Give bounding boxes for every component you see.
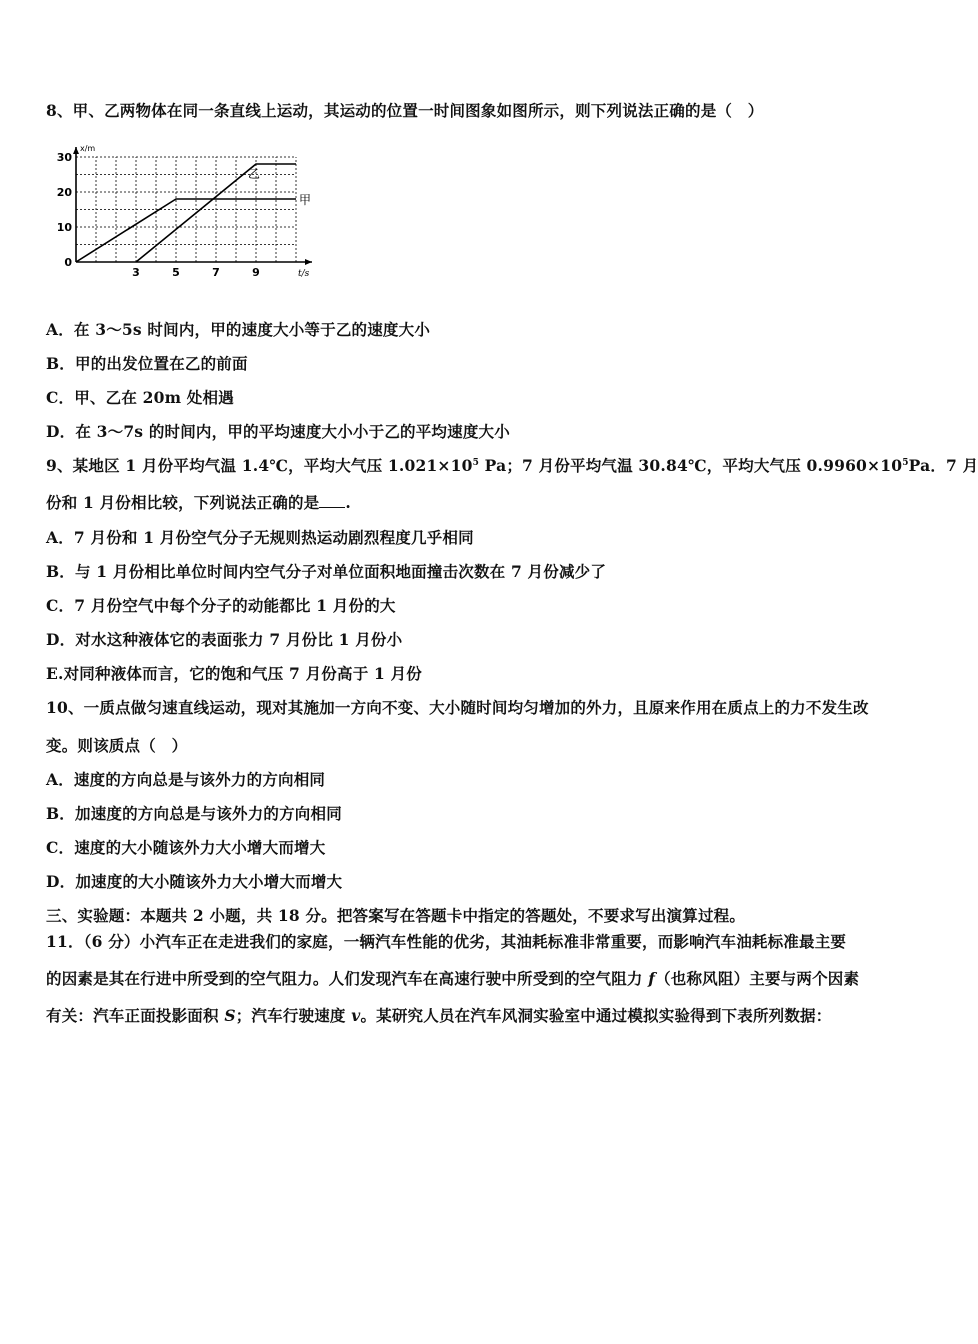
x-tick-label: 5 bbox=[172, 266, 180, 279]
q11-line2-part-a: 的因素是其在行进中所受到的空气阻力。人们发现汽车在高速行驶中所受到的空气阻力 bbox=[46, 969, 649, 988]
x-tick-label: 9 bbox=[252, 266, 260, 279]
q9-option-c: C．7 月份空气中每个分子的动能都比 1 月份的大 bbox=[46, 596, 396, 615]
symbol-v: v bbox=[351, 1006, 361, 1025]
q9-exponent-2: 5 bbox=[902, 457, 909, 468]
q11-line2-part-b: （也称风阻）主要与两个因素 bbox=[655, 969, 860, 988]
q10-option-a: A．速度的方向总是与该外力的方向相同 bbox=[46, 770, 326, 789]
q9-option-b: B．与 1 月份相比单位时间内空气分子对单位面积地面撞击次数在 7 月份减少了 bbox=[46, 562, 607, 581]
q8-stem: 8、甲、乙两物体在同一条直线上运动，其运动的位置一时间图象如图所示，则下列说法正确的是（ ） bbox=[46, 101, 764, 120]
q10-option-b: B．加速度的方向总是与该外力的方向相同 bbox=[46, 804, 342, 823]
answer-blank bbox=[319, 493, 345, 508]
q8-option-b: B．甲的出发位置在乙的前面 bbox=[46, 354, 248, 373]
q11-line3 bbox=[46, 1006, 831, 1026]
q10-option-c: C．速度的大小随该外力大小增大而增大 bbox=[46, 838, 326, 857]
q11-line2 bbox=[46, 969, 859, 989]
q9-option-e: E.对同种液体而言，它的饱和气压 7 月份高于 1 月份 bbox=[46, 664, 422, 683]
y-axis-arrow bbox=[73, 147, 79, 154]
chart-svg bbox=[56, 140, 314, 290]
q11-line3-part-c: 。某研究人员在汽车风洞实验室中通过模拟实验得到下表所列数据： bbox=[360, 1006, 832, 1025]
symbol-s: S bbox=[224, 1006, 236, 1025]
position-time-graph bbox=[56, 140, 314, 290]
y-tick-label: 20 bbox=[56, 186, 72, 199]
y-tick-label: 30 bbox=[56, 151, 72, 164]
q9-stem-line1 bbox=[46, 456, 978, 476]
q11-line3-part-b: ；汽车行驶速度 bbox=[235, 1006, 352, 1025]
q9-exponent-1: 5 bbox=[472, 457, 480, 468]
q9-option-d: D．对水这种液体它的表面张力 7 月份比 1 月份小 bbox=[46, 630, 403, 649]
x-axis-arrow bbox=[305, 259, 312, 265]
q9-stem-line2-end: . bbox=[345, 493, 351, 512]
q10-stem-line2: 变。则该质点（ ） bbox=[46, 736, 188, 755]
q9-stem-part-b: Pa；7 月份平均气温 30.84℃，平均大气压 0.9960×10 bbox=[479, 456, 903, 475]
q9-stem-line2 bbox=[46, 493, 351, 513]
x-tick-label: 7 bbox=[212, 266, 220, 279]
symbol-f: f bbox=[648, 969, 656, 988]
x-axis-label: t/s bbox=[298, 269, 310, 279]
series-label-1: 甲 bbox=[299, 193, 312, 207]
series-line-1 bbox=[76, 199, 296, 262]
q9-stem-line2-text: 份和 1 月份相比较，下列说法正确的是 bbox=[46, 493, 320, 512]
q8-option-d: D．在 3～7s 的时间内，甲的平均速度大小小于乙的平均速度大小 bbox=[46, 422, 510, 441]
q11-line3-part-a: 有关：汽车正面投影面积 bbox=[46, 1006, 225, 1025]
q9-stem-part-c: Pa．7 月 bbox=[908, 456, 978, 475]
y-tick-label: 10 bbox=[56, 221, 72, 234]
q10-option-d: D．加速度的大小随该外力大小增大而增大 bbox=[46, 872, 343, 891]
q9-stem-part-a: 9、某地区 1 月份平均气温 1.4℃，平均大气压 1.021×10 bbox=[46, 456, 473, 475]
q8-option-c: C．甲、乙在 20m 处相遇 bbox=[46, 388, 234, 407]
q11-line1: 11．（6 分）小汽车正在走进我们的家庭，一辆汽车性能的优劣，其油耗标准非常重要，而影响汽车油耗标准最主要 bbox=[46, 932, 847, 951]
y-axis-label: x/m bbox=[80, 144, 96, 153]
y-tick-label: 0 bbox=[64, 256, 72, 269]
x-tick-label: 3 bbox=[132, 266, 140, 279]
series-label-2: 乙 bbox=[248, 167, 261, 181]
q9-option-a: A．7 月份和 1 月份空气分子无规则热运动剧烈程度几乎相同 bbox=[46, 528, 474, 547]
q8-option-a: A．在 3～5s 时间内，甲的速度大小等于乙的速度大小 bbox=[46, 320, 431, 339]
section-heading: 三、实验题：本题共 2 小题，共 18 分。把答案写在答题卡中指定的答题处，不要求写出演算过程。 bbox=[46, 906, 746, 925]
q10-stem-line1: 10、一质点做匀速直线运动，现对其施加一方向不变、大小随时间均匀增加的外力，且原来作用在质点上的力不发生改 bbox=[46, 698, 869, 717]
